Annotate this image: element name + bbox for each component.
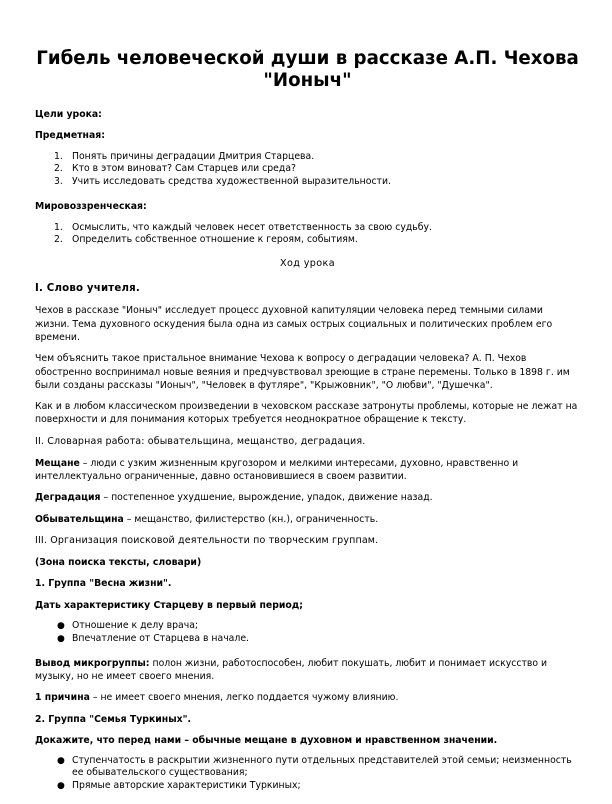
paragraph-1: Чехов в рассказе "Ионыч" исследует процесс духовной капитуляции человека перед темными силами жизни. Тема духовного оскудения была одна из самых острых социальных и политических проблем его времени.	[35, 305, 553, 343]
bullet-icon: ●	[57, 633, 65, 644]
subject-goals-list	[35, 151, 580, 189]
group-1-list	[35, 620, 580, 645]
group-2-task: Докажите, что перед нами – обычные мещане в духовном и нравственном значении.	[35, 734, 498, 746]
list-item: 1. Понять причины деградации Дмитрия Старцева.	[54, 150, 315, 162]
group-2-heading: 2. Группа "Семья Туркиных".	[35, 713, 191, 725]
lesson-heading: Ход урока	[279, 258, 336, 270]
list-item: 1. Осмыслить, что каждый человек несет ответственность за свою судьбу.	[54, 221, 432, 233]
bullet-icon: ●	[57, 620, 65, 631]
list-item: ● Ступенчатость в раскрытии жизненного пути отдельных представителей этой семьи; неизменность ее обывательского существования;	[57, 755, 572, 779]
subject-label: Предметная:	[35, 130, 105, 142]
reason-1: 1 причина – не имеет своего мнения, легко поддается чужому влиянию.	[35, 692, 399, 704]
group-conclusion: Вывод микрогруппы: полон жизни, работоспособен, любит покушать, любит и понимает искусство и музыку, но не имеет своего мнения.	[35, 657, 548, 683]
section-1-heading: I. Слово учителя.	[35, 283, 140, 295]
paragraph-3: Как и в любом классическом произведении в чеховском рассказе затронуты проблемы, которые не лежат на поверхности и для понимания которых требуется неоднократное обращение к тексту.	[35, 401, 578, 426]
group-1-task: Дать характеристику Старцеву в первый период;	[35, 599, 304, 611]
list-item: ● Прямые авторские характеристики Туркиных;	[57, 780, 301, 792]
document-body	[35, 48, 580, 804]
bullet-icon: ●	[57, 756, 65, 767]
list-item: 3. Учить исследовать средства художественной выразительности.	[54, 176, 391, 187]
list-item: 2. Кто в этом виноват? Сам Старцев или среда?	[54, 163, 296, 175]
title-line-2: "Ионыч"	[263, 70, 352, 91]
definition-degradation: Деградация – постепенное ухудшение, вырождение, упадок, движение назад.	[35, 492, 433, 504]
definition-meshchane: Мещане – люди с узким жизненным кругозором и мелкими интересами, духовно, нравственно и интеллектуально ограниченные, давно остановившиеся в своем развитии.	[35, 457, 519, 483]
list-item: 2. Определить собственное отношение к героям, событиям.	[54, 234, 358, 246]
goals-label: Цели урока:	[35, 109, 102, 120]
definition-obyvatelshchina: Обывательщина – мещанство, филистерство (кн.), ограниченность.	[35, 513, 379, 525]
worldview-goals-list	[35, 222, 580, 247]
worldview-label: Мировоззренческая:	[35, 201, 147, 213]
section-3-heading: III. Организация поисковой деятельности по творческим группам.	[35, 534, 379, 546]
group-1-heading: 1. Группа "Весна жизни".	[35, 578, 172, 590]
list-item: ● Впечатление от Старцева в начале.	[57, 632, 249, 644]
paragraph-2: Чем объяснить такое пристальное внимание Чехова к вопросу о деградации человека? А. П. Чехов обостренно воспринимал новые веяния и предчувствовал зреющие в стране перемены. Только в 1898 г. им были созданы рассказы "Ионыч", "Человек в футляре", "Крыжовник", "О любви", "Душечка".	[35, 353, 570, 391]
section-2-heading: II. Словарная работа: обывательщина, мещанство, деградация.	[35, 435, 366, 447]
list-item: ● Отношение к делу врача;	[57, 619, 199, 631]
title-line-1: Гибель человеческой души в рассказе А.П. Чехова	[36, 48, 579, 69]
bullet-icon: ●	[57, 781, 65, 792]
page-title	[35, 48, 580, 92]
search-zone-note: (Зона поиска тексты, словари)	[35, 556, 202, 568]
group-2-list	[35, 755, 580, 792]
